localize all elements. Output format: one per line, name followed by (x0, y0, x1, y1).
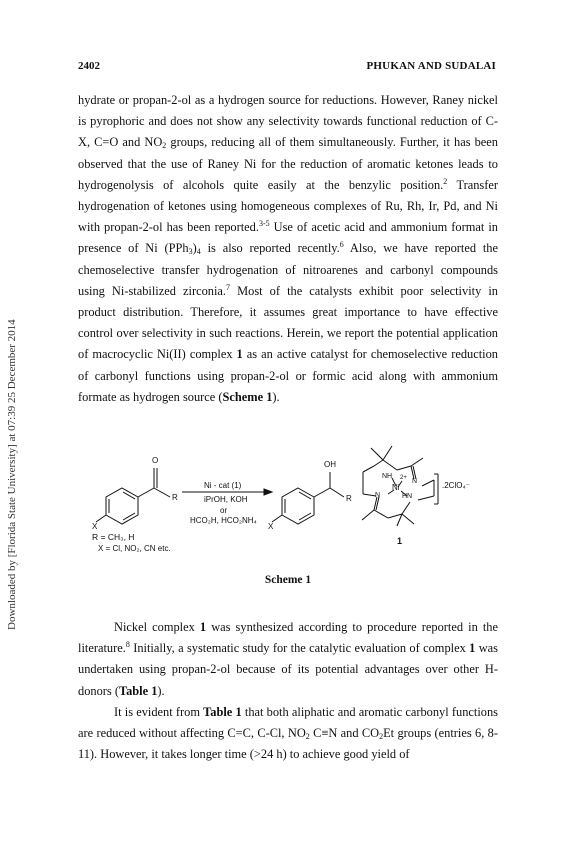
text-run: Nickel complex (114, 620, 200, 634)
condition-catalyst: Ni - cat (1) (204, 481, 242, 490)
subscript: 2 (305, 732, 310, 742)
imine-n-label-1: N (412, 478, 418, 485)
counter-ion-label: .2ClO₄⁻ (442, 481, 470, 490)
citation-2: 2 (443, 176, 448, 186)
imine-n-label-2: N (375, 492, 381, 499)
condition-or: or (220, 506, 228, 515)
r-definition: R = CH₃, H (92, 532, 135, 542)
subscript: 4 (196, 247, 201, 257)
amine-hn-label: HN (402, 493, 413, 500)
citation-7: 7 (226, 282, 231, 292)
carbonyl-oxygen-label: O (152, 456, 159, 465)
citation-8: 8 (125, 640, 130, 650)
text-run: hydrate or propan-2-ol as a hydrogen source for reductions. However, Raney nickel is pyrophoric and does not show any selectivity towards functional reduction of C-X, C=O and NO (78, 93, 498, 150)
text-run: Initially, a systematic study for the catalytic evaluation of complex (129, 641, 470, 656)
substrate-benzene-ring (106, 488, 138, 524)
citation-3-5: 3-5 (258, 219, 270, 229)
subscript: 3 (188, 247, 193, 257)
text-run: groups, reducing all of them simultaneously. Further, it has been observed that the use of Raney Ni for the reduction of aromatic ketones leads to hydrogenolysis of alcohols quite easily at the benzylic position. (78, 135, 498, 192)
scheme-ref: Scheme 1 (222, 389, 273, 404)
substrate-r-label: R (172, 493, 178, 502)
condition-solvent-base: iPrOH, KOH (204, 495, 248, 504)
product-x-label: X (268, 522, 274, 531)
table-ref: Table 1 (203, 704, 242, 719)
product-r-label: R (346, 494, 352, 503)
text-run: Also, we have reported the chemoselective transfer hydrogenation of nitroarenes and carbonyl compounds using Ni-stabilized zirconia. (78, 241, 498, 298)
subscript: 2 (379, 732, 384, 742)
page-number: 2402 (78, 60, 100, 72)
reaction-scheme (92, 436, 492, 581)
paragraph-intro (78, 90, 498, 408)
nickel-charge-label: 2+ (400, 475, 407, 481)
product-oh-label: OH (324, 460, 336, 469)
citation-6: 6 (339, 240, 344, 250)
paragraph-synthesis (78, 617, 498, 702)
nickel-center-label: Ni (392, 483, 400, 492)
running-head: PHUKAN AND SUDALAI (366, 60, 496, 72)
compound-ref: 1 (199, 620, 207, 634)
macrocycle-complex (362, 446, 438, 526)
compound-ref: 1 (469, 641, 476, 656)
table-ref: Table 1 (118, 683, 158, 698)
text-run: ). (272, 389, 280, 404)
text-run: Most of the catalysts exhibit poor selectivity in product distribution. Therefore, it assumes great importance to have effective control over selectivity in such reactions. Herein, we report the potential application of macrocyclic Ni(II) complex (78, 283, 499, 362)
amine-nh-label: NH (382, 473, 393, 480)
download-stamp: Downloaded by [Florida State University] at 07:39 25 December 2014 (6, 319, 18, 630)
substrate-x-label: X (92, 522, 98, 531)
text-run: as an active catalyst for chemoselective reduction of carbonyl functions using propan-2-ol or formic acid along with ammonium formate as hydrogen source ( (78, 347, 499, 404)
scheme-caption: Scheme 1 (264, 574, 312, 586)
paragraph-results (78, 702, 498, 766)
text-run: was undertaken using propan-2-ol because of its potential advantages over other H-donors ( (78, 641, 498, 698)
text-run: is also reported recently. (200, 241, 340, 256)
text-run: that both aliphatic and aromatic carbonyl functions are reduced without affecting C=C, C-Cl, NO (78, 704, 498, 741)
text-run: Et groups (entries 6, 8-11). However, it takes longer time (>24 h) to achieve good yield of (78, 726, 498, 762)
text-run: was synthesized according to procedure reported in the literature. (78, 620, 499, 656)
text-run: ) (192, 241, 197, 256)
complex-number-label: 1 (397, 536, 403, 546)
body-text-top (78, 90, 498, 408)
text-run: Use of acetic acid and ammonium format in presence of Ni (PPh (78, 220, 499, 256)
text-run: It is evident from (114, 704, 204, 719)
text-run: Transfer hydrogenation of ketones using homogeneous complexes of Ru, Rh, Ir, Pd, and Ni with propan-2-ol has been reported. (78, 177, 499, 235)
text-run: ). (157, 683, 165, 698)
body-text-bottom (78, 617, 498, 765)
compound-ref: 1 (236, 347, 243, 362)
condition-alternative: HCO₂H, HCO₂NH₄ (190, 516, 257, 525)
product-benzene-ring (282, 488, 314, 524)
x-definition: X = Cl, NO₂, CN etc. (98, 544, 171, 553)
text-run: C≡N and CO (309, 726, 380, 741)
subscript: 2 (162, 141, 167, 151)
